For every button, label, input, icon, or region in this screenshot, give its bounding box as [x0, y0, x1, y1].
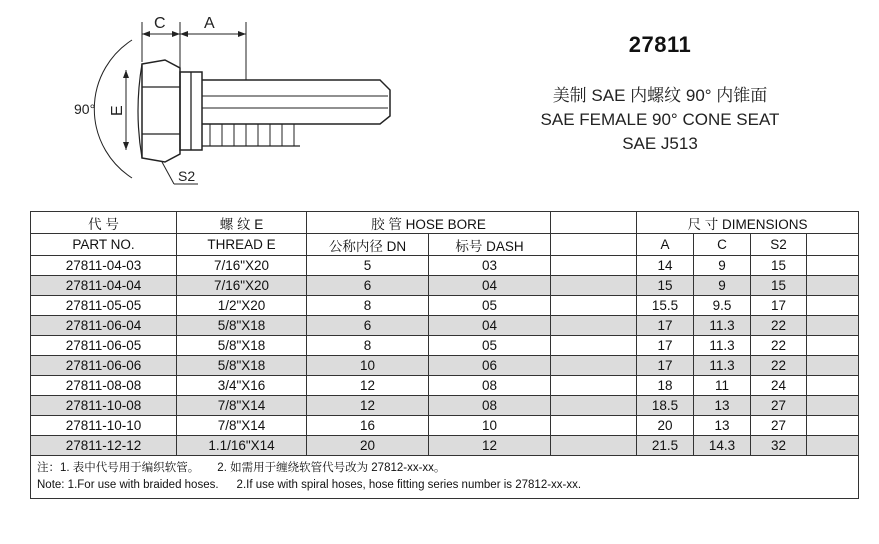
extra-cell [807, 416, 859, 436]
angle-label: 90° [74, 101, 96, 117]
extra-cell [807, 356, 859, 376]
blank-cell [551, 316, 637, 336]
extra-cell [807, 336, 859, 356]
blank-cell [551, 396, 637, 416]
dn-cell: 12 [307, 376, 429, 396]
part-no-cell: 27811-12-12 [31, 436, 177, 456]
a-cell: 18 [637, 376, 694, 396]
c-cell: 13 [694, 396, 751, 416]
col-part-cn: 代 号 [31, 212, 177, 234]
table-row [31, 336, 859, 356]
a-cell: 17 [637, 356, 694, 376]
extra-cell [807, 376, 859, 396]
table-row [31, 436, 859, 456]
c-cell: 11.3 [694, 336, 751, 356]
dash-cell: 05 [429, 336, 551, 356]
part-no-cell: 27811-04-04 [31, 276, 177, 296]
dn-cell: 8 [307, 296, 429, 316]
dash-cell: 05 [429, 296, 551, 316]
thread-cell: 3/4"X16 [177, 376, 307, 396]
dn-cell: 12 [307, 396, 429, 416]
blank-cell [551, 416, 637, 436]
s2-cell: 22 [751, 336, 807, 356]
blank-cell [551, 336, 637, 356]
col-hose-bore: 胶 管 HOSE BORE [307, 212, 551, 234]
table-row [31, 376, 859, 396]
blank-cell [551, 256, 637, 276]
table-row [31, 316, 859, 336]
s2-cell: 24 [751, 376, 807, 396]
title-cn: 美制 SAE 内螺纹 90° 内锥面 [552, 86, 768, 105]
extra-cell [807, 316, 859, 336]
col-blank [551, 212, 637, 234]
dash-cell: 12 [429, 436, 551, 456]
c-cell: 11.3 [694, 316, 751, 336]
a-cell: 15.5 [637, 296, 694, 316]
thread-cell: 1/2"X20 [177, 296, 307, 316]
extra-cell [807, 256, 859, 276]
dn-cell: 6 [307, 316, 429, 336]
s2-cell: 32 [751, 436, 807, 456]
col-a: A [637, 234, 694, 256]
header-row-1 [31, 212, 859, 234]
c-cell: 9 [694, 276, 751, 296]
blank-cell [551, 296, 637, 316]
col-thread-e: THREAD E [177, 234, 307, 256]
extra-cell [807, 396, 859, 416]
table-row [31, 396, 859, 416]
part-no-cell: 27811-04-03 [31, 256, 177, 276]
col-extra [807, 234, 859, 256]
a-cell: 17 [637, 316, 694, 336]
dn-cell: 8 [307, 336, 429, 356]
c-cell: 13 [694, 416, 751, 436]
col-thread-cn: 螺 纹 E [177, 212, 307, 234]
thread-cell: 5/8"X18 [177, 336, 307, 356]
note-en-1: Note: 1.For use with braided hoses. [37, 479, 219, 491]
hex-nut [142, 60, 180, 162]
dn-cell: 6 [307, 276, 429, 296]
part-no-cell: 27811-06-04 [31, 316, 177, 336]
fitting-drawing [70, 12, 410, 192]
table-row [31, 356, 859, 376]
blank-cell [551, 276, 637, 296]
part-no-cell: 27811-10-08 [31, 396, 177, 416]
dim-c-label: C [154, 15, 166, 32]
table-row [31, 256, 859, 276]
extra-cell [807, 296, 859, 316]
blank-cell [551, 436, 637, 456]
dash-cell: 03 [429, 256, 551, 276]
dim-a-label: A [204, 15, 215, 32]
s2-cell: 27 [751, 396, 807, 416]
note-cn-1: 注：1. 表中代号用于编织软管。 [37, 462, 200, 474]
col-dimensions: 尺 寸 DIMENSIONS [637, 212, 859, 234]
title-block [500, 32, 820, 156]
c-cell: 9.5 [694, 296, 751, 316]
c-cell: 11 [694, 376, 751, 396]
col-dash: 标号 DASH [429, 234, 551, 256]
a-cell: 17 [637, 336, 694, 356]
note-cn-2: 2. 如需用于缠绕软管代号改为 27812-xx-xx。 [217, 462, 446, 474]
stem-body [202, 80, 390, 124]
s2-cell: 15 [751, 276, 807, 296]
extra-cell [807, 436, 859, 456]
thread-cell: 7/8"X14 [177, 396, 307, 416]
spec-table [30, 211, 859, 499]
c-cell: 14.3 [694, 436, 751, 456]
notes-row [31, 456, 859, 499]
col-part-no: PART NO. [31, 234, 177, 256]
blank-cell [551, 356, 637, 376]
a-cell: 21.5 [637, 436, 694, 456]
blank-cell [551, 376, 637, 396]
standard: SAE J513 [622, 134, 698, 153]
dash-cell: 04 [429, 316, 551, 336]
dash-cell: 08 [429, 396, 551, 416]
s2-cell: 17 [751, 296, 807, 316]
note-en-2: 2.If use with spiral hoses, hose fitting series number is 27812-xx-xx. [236, 479, 582, 491]
part-no-cell: 27811-05-05 [31, 296, 177, 316]
s2-cell: 22 [751, 316, 807, 336]
part-no-cell: 27811-06-05 [31, 336, 177, 356]
part-number-title: 27811 [628, 32, 692, 57]
a-cell: 14 [637, 256, 694, 276]
a-cell: 20 [637, 416, 694, 436]
dn-cell: 10 [307, 356, 429, 376]
dn-cell: 5 [307, 256, 429, 276]
col-s2: S2 [751, 234, 807, 256]
part-no-cell: 27811-06-06 [31, 356, 177, 376]
a-cell: 15 [637, 276, 694, 296]
thread-cell: 7/16"X20 [177, 276, 307, 296]
dash-cell: 10 [429, 416, 551, 436]
part-no-cell: 27811-10-10 [31, 416, 177, 436]
s2-cell: 27 [751, 416, 807, 436]
s2-cell: 15 [751, 256, 807, 276]
dash-cell: 04 [429, 276, 551, 296]
dim-s2-label: S2 [178, 168, 196, 184]
dim-e-label: E [109, 105, 126, 116]
table-row [31, 276, 859, 296]
col-dn: 公称内径 DN [307, 234, 429, 256]
dash-cell: 08 [429, 376, 551, 396]
dn-cell: 20 [307, 436, 429, 456]
c-cell: 9 [694, 256, 751, 276]
thread-cell: 7/16"X20 [177, 256, 307, 276]
col-c: C [694, 234, 751, 256]
table-row [31, 296, 859, 316]
title-en: SAE FEMALE 90° CONE SEAT [540, 110, 780, 129]
a-cell: 18.5 [637, 396, 694, 416]
dash-cell: 06 [429, 356, 551, 376]
part-no-cell: 27811-08-08 [31, 376, 177, 396]
table-row [31, 416, 859, 436]
thread-cell: 5/8"X18 [177, 356, 307, 376]
thread-cell: 7/8"X14 [177, 416, 307, 436]
dn-cell: 16 [307, 416, 429, 436]
s2-cell: 22 [751, 356, 807, 376]
extra-cell [807, 276, 859, 296]
header-row-2 [31, 234, 859, 256]
c-cell: 11.3 [694, 356, 751, 376]
col-blank-2 [551, 234, 637, 256]
notes-cell [31, 456, 859, 499]
thread-cell: 5/8"X18 [177, 316, 307, 336]
thread-cell: 1.1/16"X14 [177, 436, 307, 456]
